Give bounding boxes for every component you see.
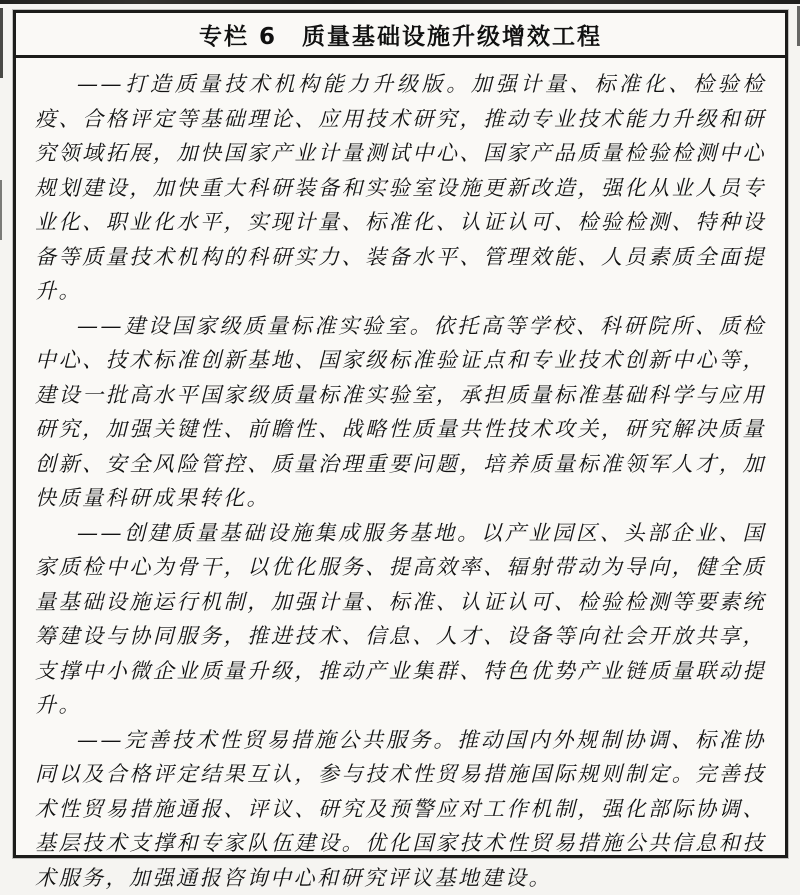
- paragraph-quality-tech-institutions: ——打造质量技术机构能力升级版。加强计量、标准化、检验检疫、合格评定等基础理论、应用技术研究，推动专业技术能力升级和研究领域拓展，加快国家产业计量测试中心、国家产品质量检验检测中心规划建设，加快重大科研装备和实验室设施更新改造，强化从业人员专业化、职业化水平，实现计量、标准化、认证认可、检验检测、特种设备等质量技术机构的科研实力、装备水平、管理效能、人员素质全面提升。: [35, 67, 766, 309]
- panel-header: [16, 13, 785, 58]
- paragraph-national-quality-standard-labs: ——建设国家级质量标准实验室。依托高等学校、科研院所、质检中心、技术标准创新基地、国家级标准验证点和专业技术创新中心等，建设一批高水平国家级质量标准实验室，承担质量标准基础科学与应用研究，加强关键性、前瞻性、战略性质量共性技术攻关，研究解决质量创新、安全风险管控、质量治理重要问题，培养质量标准领军人才，加快质量科研成果转化。: [35, 309, 766, 516]
- scan-artifact-left-edge: [0, 180, 2, 240]
- paragraph-integrated-service-bases: ——创建质量基础设施集成服务基地。以产业园区、头部企业、国家质检中心为骨干，以优化服务、提高效率、辐射带动为导向，健全质量基础设施运行机制，加强计量、标准、认证认可、检验检测等要素统筹建设与协同服务，推进技术、信息、人才、设备等向社会开放共享，支撑中小微企业质量升级，推动产业集群、特色优势产业链质量联动提升。: [35, 516, 766, 723]
- column-panel: [13, 10, 788, 858]
- panel-title: 专栏 6 质量基础设施升级增效工程: [199, 18, 602, 51]
- scan-artifact-left-edge: [0, 8, 3, 78]
- panel-body: [16, 58, 785, 895]
- paragraph-technical-trade-measures: ——完善技术性贸易措施公共服务。推动国内外规制协调、标准协同以及合格评定结果互认，参与技术性贸易措施国际规则制定。完善技术性贸易措施通报、评议、研究及预警应对工作机制，强化部际协调、基层技术支撑和专家队伍建设。优化国家技术性贸易措施公共信息和技术服务，加强通报咨询中心和研究评议基地建设。: [35, 723, 766, 895]
- scan-artifact-top-edge: [0, 0, 800, 4]
